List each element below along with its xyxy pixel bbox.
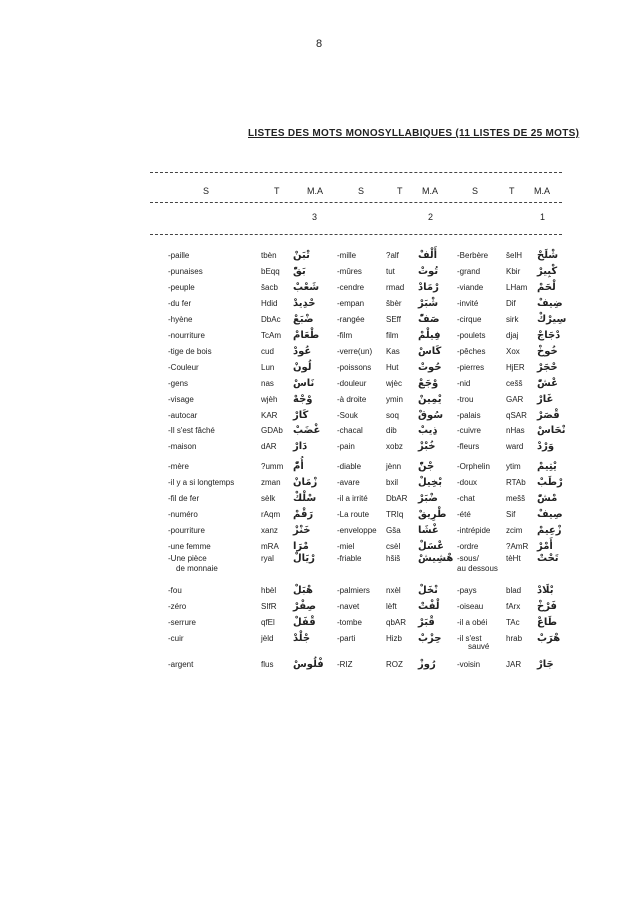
transcription: SEff [386,315,401,324]
transcription: nxèl [386,586,401,595]
french-word: -navet [337,602,360,611]
transcription: JAR [506,660,522,669]
transcription: bxil [386,478,399,487]
transcription: blad [506,586,522,595]
page-number: 8 [315,38,323,50]
french-word: -fil de fer [168,494,200,503]
transcription: qfEl [261,618,275,627]
arabic-word: زْعِيمْ [537,525,562,536]
french-word: -maison [168,442,197,451]
arabic-word: ضِيفْ [537,298,563,309]
table-row [0,523,638,539]
transcription: Hizb [386,634,403,643]
arabic-word: جْنّْ [418,461,435,472]
french-word: -une femme [168,542,211,551]
french-word: -fou [168,586,182,595]
table-row [0,280,638,296]
transcription: GDAb [261,426,283,435]
french-word: -oiseau [457,602,484,611]
transcription: film [386,331,399,340]
transcription: xobz [386,442,403,451]
transcription: HjER [506,363,525,372]
list-number: 1 [540,212,546,222]
transcription: DbAc [261,315,281,324]
french-word: -pierres [457,363,485,372]
french-word: -chat [457,494,475,503]
transcription: rAqm [261,510,281,519]
arabic-word: لُونْ [293,362,312,373]
transcription: TcAm [261,331,281,340]
arabic-word: رَقْمْ [293,509,314,520]
table-row [0,459,638,475]
arabic-word: صَفّْ [418,314,440,325]
table-row [0,551,638,567]
arabic-word: قْبَرْ [418,617,435,628]
transcription: ytim [506,462,521,471]
transcription: lèft [386,602,397,611]
transcription: mRA [261,542,279,551]
arabic-word: غْشَا [418,525,439,536]
arabic-word: شْلَحْ [537,250,559,261]
french-word: -pourriture [168,526,205,535]
arabic-word: رْطَبْ [537,477,563,488]
column-header: T [509,186,515,196]
table-row [0,631,638,647]
column-header: T [274,186,280,196]
transcription: djaj [506,331,519,340]
arabic-word: حُوتْ [418,362,442,373]
french-word: -été [457,510,471,519]
transcription: ?umm [261,462,284,471]
french-word: -rangée [337,315,365,324]
french-word: -mille [337,251,357,260]
transcription: flus [261,660,274,669]
french-word: -miel [337,542,355,551]
french-word: -cuir [168,634,184,643]
transcription: LHam [506,283,528,292]
transcription: bEqq [261,267,280,276]
arabic-word: سُوقْ [418,410,444,421]
transcription: ?alf [386,251,399,260]
table-row [0,507,638,523]
table-row [0,615,638,631]
transcription: RTAb [506,478,526,487]
transcription: soq [386,411,399,420]
arabic-word: طَاعْ [537,617,558,628]
arabic-word: يْتِيمْ [537,461,557,472]
arabic-word: فَرْخْ [537,601,557,612]
arabic-word: صِفْرْ [293,601,317,612]
table-row [0,344,638,360]
french-word: -invité [457,299,479,308]
arabic-word: كْبِيرْ [537,266,558,277]
transcription: šbèr [386,299,402,308]
table-row [0,360,638,376]
french-word: -palmiers [337,586,370,595]
table-row [0,408,638,424]
table-row [0,328,638,344]
arabic-word: لْفْتْ [418,601,440,612]
transcription: qSAR [506,411,527,420]
transcription: zman [261,478,281,487]
french-word: -Une pièce [168,554,207,563]
french-word: -chacal [337,426,363,435]
arabic-word: هْبَلْ [293,585,313,596]
document-title: LISTES DES MOTS MONOSYLLABIQUES (11 LISTES DE 25 MOTS) [248,128,580,139]
column-header: S [203,186,210,196]
transcription: jèld [261,634,274,643]
french-word: -Il s'est fâché [168,426,215,435]
french-word: -il a irrité [337,494,368,503]
french-word: -trou [457,395,474,404]
arabic-word: رُوزْ [418,659,436,670]
french-word: -zéro [168,602,187,611]
table-row [0,657,638,673]
french-word: -pêches [457,347,486,356]
french-word: -verre(un) [337,347,373,356]
arabic-word: خُبْزْ [418,441,436,452]
arabic-word: ضْبَرْ [418,493,438,504]
arabic-word: عُودْ [293,346,312,357]
arabic-word: حِزْبْ [418,633,442,644]
arabic-word: مْرَا [293,541,309,552]
transcription: mešš [506,494,526,503]
column-header: S [472,186,479,196]
french-word: -peuple [168,283,195,292]
arabic-word: حْجَرْ [537,362,558,373]
table-row [0,599,638,615]
french-word: -autocar [168,411,198,420]
french-word: -ordre [457,542,479,551]
french-word: -à droite [337,395,367,404]
arabic-word: جْلْدْ [293,633,311,644]
transcription: xanz [261,526,278,535]
arabic-word: زْمَانْ [293,477,318,488]
transcription: dAR [261,442,277,451]
arabic-word: أُمّْ [293,461,304,472]
arabic-word: كَارْ [293,410,309,421]
table-row [0,475,638,491]
arabic-word: هْرَبْ [537,633,561,644]
transcription: nHas [506,426,525,435]
transcription: qbAR [386,618,407,627]
arabic-word: تَحْتْ [537,553,559,564]
arabic-word: تُوتْ [418,266,439,277]
french-word: -douleur [337,379,367,388]
french-word: -doux [457,478,478,487]
arabic-word: غَارْ [537,394,554,405]
transcription: Xox [506,347,520,356]
transcription: Gša [386,526,401,535]
row-continuation: au dessous [457,564,498,573]
transcription: sirk [506,315,519,324]
column-header: M.A [307,186,324,196]
french-word: -il y a si longtemps [168,478,235,487]
arabic-word: نْخَلْ [418,585,438,596]
transcription: cud [261,347,274,356]
column-header: M.A [422,186,439,196]
table-row [0,583,638,599]
arabic-word: فْلُوسْ [293,659,324,670]
table-row [0,248,638,264]
arabic-word: حْدِيدْ [293,298,316,309]
row-continuation: sauvé [468,642,490,651]
table-row [0,376,638,392]
arabic-word: غْضَبْ [293,425,321,436]
french-word: -pays [457,586,477,595]
row-continuation: de monnaie [176,564,218,573]
transcription: cešš [506,379,523,388]
arabic-word: بْخِيلْ [418,477,442,488]
transcription: nas [261,379,274,388]
transcription: GAR [506,395,524,404]
arabic-word: رْمَادْ [418,282,439,293]
french-word: -grand [457,267,481,276]
table-row [0,392,638,408]
french-word: -diable [337,462,362,471]
arabic-word: دْجَاجْ [537,330,561,341]
french-word: -sous/ [457,554,479,563]
arabic-word: شْبَرْ [418,298,439,309]
arabic-word: أَمْرْ [537,541,553,552]
french-word: -cendre [337,283,365,292]
french-word: -film [337,331,353,340]
french-word: -voisin [457,660,481,669]
arabic-word: وَرْدْ [537,441,555,452]
transcription: TRIq [386,510,404,519]
arabic-word: فِيلْمْ [418,330,441,341]
list-number: 3 [312,212,318,222]
french-word: -palais [457,411,481,420]
french-word: -numéro [168,510,198,519]
arabic-word: دَارْ [293,441,308,452]
transcription: Sif [506,510,516,519]
arabic-word: طْعَامْ [293,330,320,341]
french-word: -Souk [337,411,358,420]
transcription: rmad [386,283,405,292]
french-word: -Couleur [168,363,199,372]
arabic-word: رْيَالْ [293,553,315,564]
transcription: tbèn [261,251,277,260]
transcription: fArx [506,602,521,611]
transcription: dib [386,426,397,435]
transcription: wjèh [261,395,278,404]
french-word: -mûres [337,267,362,276]
arabic-word: ذِيبْ [418,425,438,436]
list-number: 2 [428,212,434,222]
transcription: ymin [386,395,403,404]
arabic-word: شَعْبْ [293,282,320,293]
arabic-word: هْشِيشْ [418,553,454,564]
transcription: SIfR [261,602,277,611]
arabic-word: ضْبَعْ [293,314,314,325]
arabic-word: بَقّْ [293,266,306,277]
arabic-word: أَلْفْ [418,250,438,261]
french-word: -visage [168,395,194,404]
french-word: -tombe [337,618,362,627]
french-word: -intrépide [457,526,491,535]
french-word: -argent [168,660,194,669]
arabic-word: وْجْهْ [293,394,313,405]
arabic-word: تْبَنْ [293,250,310,261]
transcription: KAR [261,411,278,420]
arabic-word: نَاسْ [293,378,315,389]
transcription: Lun [261,363,275,372]
transcription: hšiš [386,554,401,563]
transcription: Dif [506,299,516,308]
french-word: -du fer [168,299,192,308]
divider-header [150,202,562,203]
transcription: jènn [386,462,402,471]
french-word: -Berbère [457,251,489,260]
transcription: zcim [506,526,523,535]
arabic-word: جَارْ [537,659,554,670]
column-header: T [397,186,403,196]
arabic-word: خُوخْ [537,346,558,357]
arabic-word: صِيفْ [537,509,563,520]
transcription: wjèc [386,379,403,388]
column-header: M.A [534,186,551,196]
arabic-word: طْرِيقْ [418,509,447,520]
arabic-word: قْصَرْ [537,410,560,421]
divider-top [150,172,562,173]
table-row [0,491,638,507]
column-header: S [358,186,365,196]
transcription: Hut [386,363,399,372]
french-word: -enveloppe [337,526,377,535]
arabic-word: خَنْزْ [293,525,311,536]
french-word: -cirque [457,315,482,324]
transcription: DbAR [386,494,408,503]
french-word: -La route [337,510,370,519]
arabic-word: سْلْكْ [293,493,317,504]
transcription: TAc [506,618,520,627]
french-word: -nourriture [168,331,205,340]
transcription: tut [386,267,395,276]
french-word: -RIZ [337,660,353,669]
arabic-word: لْحَمْ [537,282,556,293]
arabic-word: عْسَلْ [418,541,444,552]
arabic-word: نْحَاسْ [537,425,566,436]
table-row [0,296,638,312]
arabic-word: بْلَادْ [537,585,554,596]
transcription: šacb [261,283,278,292]
french-word: -friable [337,554,362,563]
french-word: -avare [337,478,360,487]
arabic-word: كَاسْ [418,346,442,357]
french-word: -parti [337,634,356,643]
divider-numbers [150,234,562,235]
french-word: -poissons [337,363,372,372]
transcription: Hdid [261,299,278,308]
transcription: tèHt [506,554,521,563]
french-word: -pain [337,442,355,451]
arabic-word: عْشّْ [537,378,558,389]
french-word: -serrure [168,618,197,627]
transcription: ROZ [386,660,403,669]
transcription: šelH [506,251,523,260]
french-word: -punaises [168,267,203,276]
transcription: hbèl [261,586,277,595]
french-word: -fleurs [457,442,480,451]
table-row [0,312,638,328]
arabic-word: وْجَعْ [418,378,439,389]
transcription: csèl [386,542,401,551]
transcription: hrab [506,634,523,643]
table-row [0,423,638,439]
transcription: ward [506,442,524,451]
french-word: -mère [168,462,189,471]
table-row [0,264,638,280]
transcription: Kbir [506,267,521,276]
french-word: -hyène [168,315,193,324]
french-word: -poulets [457,331,486,340]
transcription: ?AmR [506,542,529,551]
french-word: -tige de bois [168,347,212,356]
french-word: -cuivre [457,426,482,435]
french-word: -il a obéi [457,618,488,627]
arabic-word: سِيرْكْ [537,314,567,325]
arabic-word: يْمِينْ [418,394,442,405]
transcription: sèlk [261,494,276,503]
french-word: -paille [168,251,190,260]
transcription: ryal [261,554,274,563]
table-row [0,439,638,455]
french-word: -gens [168,379,189,388]
french-word: -empan [337,299,365,308]
arabic-word: مْشّْ [537,493,558,504]
arabic-word: قْفَلْ [293,617,316,628]
french-word: -Orphelin [457,462,490,471]
french-word: -il s'est [457,634,482,643]
french-word: -nid [457,379,471,388]
french-word: -viande [457,283,484,292]
transcription: Kas [386,347,400,356]
